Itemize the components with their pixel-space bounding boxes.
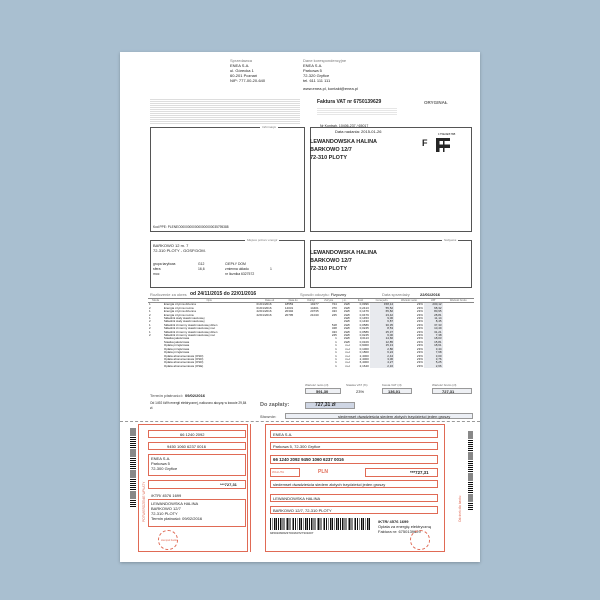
correspondence-phone: tel. 611 111 111 xyxy=(303,78,331,83)
table-cell: 23% xyxy=(416,340,423,344)
table-cell: 68,32 xyxy=(424,307,443,310)
account-row: Nr Kontrah. 10406-237 / 65017 xyxy=(320,124,369,128)
slip-payee-name: ENEA S.A. xyxy=(273,432,293,437)
table-cell: 23% xyxy=(416,337,423,341)
table-cell: 19277 xyxy=(310,302,319,307)
table-cell: 2,80 xyxy=(370,348,394,351)
table-cell: 0,1000 xyxy=(359,347,369,351)
slip-title-2: Opłata za energię elektryczną xyxy=(378,524,431,529)
table-cell: 2 xyxy=(149,320,151,324)
place-row-1-extra: zmienna układu xyxy=(225,267,249,271)
table-cell: 518 xyxy=(331,323,337,327)
table-cell: m-c xyxy=(345,354,351,358)
table-cell: 23% xyxy=(416,354,423,358)
table-cell xyxy=(148,365,163,368)
table-cell: 245 xyxy=(331,313,337,317)
table-cell: 0,1800 xyxy=(359,351,369,355)
table-header-cell: Wartość brutto xyxy=(443,299,474,303)
table-cell: 23% xyxy=(416,313,423,317)
table-cell: 0,1479 xyxy=(359,310,369,314)
sum-net: 591,30 xyxy=(316,389,329,394)
table-cell: 2,66 xyxy=(424,365,443,368)
table-header-cell: Opis xyxy=(163,299,256,303)
table-cell: 18553 xyxy=(284,302,294,307)
table-cell: 1 xyxy=(335,351,337,355)
table-cell: 0,0113 xyxy=(359,337,369,341)
read-method: Sposób odczytu: Fizyczny xyxy=(300,292,347,297)
table-cell: 14,66 xyxy=(370,337,394,340)
table-cell: Opłata abonamentowa (OSD) xyxy=(163,354,204,358)
correspondence-name: ENEA S.A. xyxy=(303,63,323,68)
table-cell: 2 xyxy=(149,306,151,310)
table-cell: 23% xyxy=(416,320,423,324)
seller-name: ENEA S.A. xyxy=(230,63,250,68)
table-header-cell: VAT xyxy=(424,299,443,303)
table-cell: 23% xyxy=(416,323,423,327)
place-row-1: sfera xyxy=(153,267,161,271)
table-cell: 23% xyxy=(416,306,423,310)
table-cell: 5,25 xyxy=(424,361,443,364)
sum-gross-label: Wartość brutto (zł) xyxy=(432,383,457,387)
table-cell: Składnik zmienny stawki sieciowej dzien xyxy=(163,330,218,334)
buyer-name: LEWANDOWSKA HALINA xyxy=(310,250,378,256)
table-cell: Składnik stały stawki sieciowej xyxy=(163,317,205,321)
table-cell: 22/01/2016 xyxy=(256,310,272,314)
table-cell: 2 xyxy=(149,334,151,338)
table-cell: 0,0479 xyxy=(359,313,369,317)
table-cell: kWh xyxy=(344,330,351,334)
slip-payee-line: Parkowa 5, 72-300 Gryfice xyxy=(273,444,321,449)
table-cell: 3,44 xyxy=(424,348,443,351)
slip-currency: PLN xyxy=(318,469,328,475)
table-cell: 1 xyxy=(335,357,337,361)
table-cell: m-c xyxy=(345,344,351,348)
table-cell: 14401 xyxy=(310,306,319,310)
table-cell: 0,0996 xyxy=(359,302,369,307)
slip-payee-name-box xyxy=(270,430,438,438)
slip-waluta: WALUTA xyxy=(272,470,285,474)
table-cell: 15,81 xyxy=(424,341,443,344)
recipient-name: LEWANDOWSKA HALINA xyxy=(310,139,378,145)
info-box xyxy=(150,127,305,232)
place-row-0: grupa taryfowa xyxy=(153,262,176,266)
table-cell: 23% xyxy=(416,344,423,348)
correspondence-label: Dane korespondencyjne xyxy=(303,58,347,63)
correspondence-city: 72-320 Gryfice xyxy=(303,73,330,78)
sale-date: 22/01/2016 xyxy=(420,292,441,297)
table-cell: 37,33 xyxy=(424,324,443,327)
table-cell: 0,9000 xyxy=(359,344,369,348)
table-cell: 1 xyxy=(335,347,337,351)
letter-f: F xyxy=(422,138,428,148)
table-cell: 23% xyxy=(416,361,423,365)
table-cell: 12,85 xyxy=(370,341,394,344)
vertical-barcode-icon xyxy=(130,427,136,507)
to-pay-amount: 727,31 zł xyxy=(315,402,336,408)
seller-label: Sprzedawca xyxy=(230,58,253,63)
stub-payee-city: 72-300 Gryfice xyxy=(151,466,178,471)
table-cell: 6,87 xyxy=(370,320,394,323)
stub-payee-street: Parkowa 5 xyxy=(151,461,170,466)
table-header-cell: Ilość xyxy=(351,299,370,303)
table-cell: Stawka jakościowa xyxy=(163,337,190,341)
invoice-sheet xyxy=(120,52,480,562)
table-cell: kWh xyxy=(344,302,351,307)
place-row-1-value: 16,6 xyxy=(198,267,205,271)
slip-account: 66 1240 2092 9450 1060 6237 0016 xyxy=(273,457,344,462)
table-cell: 65,82 xyxy=(370,310,394,313)
stub-side-title: POTWIERDZENIE WPŁATY xyxy=(142,481,146,522)
slip-title-1: /KTR/ 4576 1699 xyxy=(378,519,409,524)
table-cell: m-c xyxy=(345,347,351,351)
table-body xyxy=(148,303,474,368)
table-cell: m-c xyxy=(345,364,351,368)
table-cell: 1 xyxy=(149,317,151,321)
slip-title-3: Faktura nr: 6750139629 xyxy=(378,529,421,534)
table-cell: 23% xyxy=(416,327,423,331)
table-cell: 0,2413 xyxy=(359,306,369,310)
seller-city: 60-201 Poznań xyxy=(230,73,258,78)
slip-stamp-circle xyxy=(410,530,430,550)
stub-payee-name: ENEA S.A. xyxy=(151,456,171,461)
table-cell: Opłata abonamentowa (OSD) xyxy=(163,357,204,361)
stub-stamp-label: stempel banku xyxy=(161,539,178,542)
table-cell: 158,14 xyxy=(370,303,394,307)
table-cell: 0,0245 xyxy=(359,327,369,331)
table-cell: 80,95 xyxy=(424,310,443,313)
table-cell: 18,61 xyxy=(424,344,443,347)
stub-payer-city: 72-310 PLOTY xyxy=(151,511,178,516)
correspondence-street: Parkowa 5 xyxy=(303,68,322,73)
table-cell: 7,38 xyxy=(424,334,443,337)
ppe-code: Kod PPE: PLENEO000000000000000000035795388 xyxy=(153,225,229,229)
table-cell: 1 xyxy=(149,310,151,314)
sum-vat-amount-label: Kwota VAT (zł) xyxy=(382,383,402,387)
table-cell: 0,1453 xyxy=(359,317,369,321)
table-cell: 01/01/2016 xyxy=(256,302,272,307)
buyer-street: BARKOWO 12/7 xyxy=(310,258,352,264)
table-cell: 2,16 xyxy=(370,365,394,368)
table-cell: 724 xyxy=(331,302,337,307)
table-cell: 20795 xyxy=(284,313,294,317)
table-cell: kWh xyxy=(344,327,351,331)
slip-side-right: Odcinek dla banku xyxy=(458,495,462,522)
table-cell: 9,06 xyxy=(370,317,394,320)
table-header-cell: j.m. xyxy=(338,299,351,303)
table-cell: Składnik zmienny stawki sieciowej noc xyxy=(163,334,216,338)
place-row-2-extra: nr licznika 6327572 xyxy=(225,272,255,276)
table-cell: Opłata abonamentowa (OSE) xyxy=(163,364,204,368)
table-cell xyxy=(284,365,303,368)
place-line1: BARKOWO 12 m. 7 xyxy=(153,243,189,248)
table-cell: 8,53 xyxy=(370,327,394,330)
slip-amount: ***727,31 xyxy=(410,470,429,475)
sum-vat: 136,01 xyxy=(388,389,401,394)
table-cell: 3,76 xyxy=(424,358,443,361)
table-cell: m-c xyxy=(345,357,351,361)
sum-gross: 727,31 xyxy=(442,389,455,394)
table-cell: 15,13 xyxy=(370,344,394,347)
table-cell: 1 xyxy=(335,361,337,365)
table-header-cell: Odczyt xyxy=(302,299,319,303)
table-cell: 18,03 xyxy=(424,337,443,340)
place-label: Miejsce poboru energii xyxy=(247,238,278,242)
table-cell: 23% xyxy=(416,330,423,334)
slip-payer-name: LEWANDOWSKA HALINA xyxy=(273,496,321,501)
table-cell: 20302 xyxy=(284,310,294,314)
table-cell: kWh xyxy=(344,310,351,314)
table-cell: 2,4000 xyxy=(359,357,369,361)
words-label: Słownie: xyxy=(260,414,277,419)
table-cell: Składnik stały stawki sieciowej xyxy=(163,320,205,324)
table-cell: 25,37 xyxy=(370,331,394,334)
side-code: 175E3E5788 xyxy=(438,132,456,136)
words-value: siedemset dwadzieścia siedem złotych trzydzieści jeden groszy xyxy=(338,414,451,419)
table-cell: kWh xyxy=(344,306,351,310)
table-cell: kWh xyxy=(344,317,351,321)
table-cell: Składnik zmienny stawki sieciowej dzien xyxy=(163,323,218,327)
table-cell: 23% xyxy=(416,351,423,355)
table-cell: 23% xyxy=(416,317,423,321)
place-extra: 1 xyxy=(270,267,272,271)
table-cell: 433 xyxy=(331,310,337,314)
place-row-0-value: G12 xyxy=(198,262,205,266)
table-cell: 0,1430 xyxy=(359,320,369,324)
recipient-street: BARKOWO 12/7 xyxy=(310,147,352,153)
table-cell: 6,00 xyxy=(370,334,394,337)
place-row-2: moc xyxy=(153,272,160,276)
to-pay-label: Do zapłaty: xyxy=(260,402,290,408)
table-cell: 30,35 xyxy=(370,324,394,327)
table-cell: 245 xyxy=(331,334,337,338)
table-cell: 2 xyxy=(149,313,151,317)
table-cell: 23% xyxy=(416,302,423,307)
table-cell: Energia czynna dzienna xyxy=(163,302,196,307)
table-cell: 6,24 xyxy=(370,351,394,354)
table-cell: Składnik zmienny stawki sieciowej noc xyxy=(163,327,216,331)
table-cell: 0,0586 xyxy=(359,323,369,327)
legal-notice-text xyxy=(150,98,300,124)
table-cell: Stawka jakościowa xyxy=(163,340,190,344)
table-cell: 11,14 xyxy=(424,317,443,320)
table-row xyxy=(148,365,474,368)
table-header-cell: Data do xyxy=(284,299,303,303)
table-cell: m-c xyxy=(345,351,351,355)
table-cell: 1 xyxy=(149,302,151,307)
table-cell: kWh xyxy=(344,313,351,317)
table-cell: 370 xyxy=(331,306,337,310)
invoice-subtext xyxy=(317,107,397,115)
table-cell xyxy=(255,365,283,368)
seller-street: ul. Górecka 1 xyxy=(230,68,254,73)
table-cell: 10,49 xyxy=(424,327,443,330)
table-cell: 31,21 xyxy=(424,331,443,334)
table-cell: 2,44 xyxy=(370,355,394,358)
seller-nip: NIP: 777-00-20-640 xyxy=(230,78,266,83)
stub-due: Termin płatności: 09/02/2016 xyxy=(151,516,203,521)
table-cell: Opłata przejściowa xyxy=(163,344,190,348)
info-label: Informacje xyxy=(262,125,277,129)
table-cell: 433 xyxy=(331,330,337,334)
table-cell: 2 xyxy=(149,327,151,331)
table-cell: 01/01/2016 xyxy=(256,306,272,310)
table-cell: Opłata przejściowa xyxy=(163,351,190,355)
table-cell: 1 xyxy=(149,323,151,327)
table-cell: 7,68 xyxy=(424,351,443,354)
table-cell: 1 xyxy=(149,330,151,334)
slip-words: siedemset dwadzieścia siedem złotych trzydzieści jeden groszy xyxy=(273,482,386,487)
cut-line xyxy=(120,421,480,422)
table-header-cell: Strefa xyxy=(148,299,163,303)
table-cell: 20735 xyxy=(310,310,319,314)
stub-account-short: 66 1240 2092 xyxy=(180,432,205,437)
stub-ref: /KTR/ 4576 1699 xyxy=(151,493,182,498)
due-label: Termin płatności: xyxy=(150,393,184,398)
sale-label: Data sprzedaży xyxy=(382,292,410,297)
table-header-cell: Zużycie xyxy=(320,299,338,303)
table-cell: kWh xyxy=(344,334,351,338)
stub-account-mid: 9450 1060 6237 0016 xyxy=(167,444,206,449)
issue-row: Data nadania: 2015-01-26 xyxy=(335,129,382,134)
table-cell: 23% xyxy=(416,347,423,351)
table-header-cell: Wartość netto xyxy=(394,299,424,303)
due-date: 09/02/2016 xyxy=(185,393,206,398)
table-cell: kWh xyxy=(344,323,351,327)
period-value: od 24/11/2015 do 22/01/2016 xyxy=(190,291,257,297)
buyer-city: 72-310 PLOTY xyxy=(310,266,347,272)
place-row-0-extra: CIEPŁY DOM xyxy=(225,262,246,266)
stub-amount: ***727,31 xyxy=(220,482,237,487)
qr-code-icon xyxy=(436,138,450,152)
table-cell: 23% xyxy=(416,334,423,338)
stub-payer-street: BARKOWO 12/7 xyxy=(151,506,181,511)
table-cell: 6,4000 xyxy=(359,361,369,365)
table-cell: 2,4000 xyxy=(359,354,369,358)
table-cell: Energia czynna nocna xyxy=(163,306,194,310)
table-cell: 1 xyxy=(335,354,337,358)
table-cell: Opłata przejściowa xyxy=(163,347,190,351)
table-cell: m-c xyxy=(345,361,351,365)
recipient-city: 72-310 PLOTY xyxy=(310,155,347,161)
table-cell: 1 xyxy=(335,344,337,348)
table-cell: 3,06 xyxy=(370,358,394,361)
slip-barcode-text: 94501060623700160727331007 xyxy=(270,531,314,535)
slip-payer-addr: BARKOWO 12/7, 72-310 PLOTY xyxy=(273,508,332,513)
table-cell: 55,52 xyxy=(370,307,394,310)
table-cell: kWh xyxy=(344,320,351,324)
slip-barcode-icon xyxy=(270,518,370,530)
table-cell: 0,0586 xyxy=(359,330,369,334)
table-cell: Opłata abonamentowa (OSD) xyxy=(163,361,204,365)
buyer-label: Nabywca xyxy=(444,238,457,242)
table-cell: 4,27 xyxy=(370,361,394,364)
table-cell: 1 xyxy=(335,364,337,368)
table-header-cell: Data od xyxy=(255,299,283,303)
table-cell: 22/01/2016 xyxy=(256,313,272,317)
slip-divider xyxy=(250,424,251,552)
table-cell: 0,0245 xyxy=(359,334,369,338)
table-header-cell: Cena jedn. xyxy=(370,299,394,303)
table-cell: 8,45 xyxy=(424,320,443,323)
table-cell: 3,00 xyxy=(424,355,443,358)
table-cell: kWh xyxy=(344,337,351,341)
table-cell: 14031 xyxy=(284,306,294,310)
items-table xyxy=(148,299,474,368)
table-cell: 1 xyxy=(335,340,337,344)
table-cell: 23% xyxy=(416,364,423,368)
invoice-title: Faktura VAT nr 6750139629 xyxy=(317,99,382,105)
sum-vat-rate: 23% xyxy=(356,389,365,394)
correspondence-web: www.enea.pl, kontakt@enea.pl xyxy=(303,86,358,91)
table-cell xyxy=(302,365,319,368)
table-cell: 23% xyxy=(416,310,423,314)
stub-payer-name: LEWANDOWSKA HALINA xyxy=(151,501,199,506)
sum-vat-rate-label: Stawka VAT (%) xyxy=(346,383,368,387)
table-cell: 2,1640 xyxy=(359,364,369,368)
right-vertical-barcode-icon xyxy=(468,430,473,510)
place-line2: 72-310 PLOTY - GOSP.DOM. xyxy=(153,248,206,253)
table-cell: kWh xyxy=(344,340,351,344)
table-cell: 348 xyxy=(331,327,337,331)
table-cell: Energia czynna nocna xyxy=(163,313,194,317)
table-cell: 28,81 xyxy=(424,314,443,317)
table-cell: 200,12 xyxy=(424,303,443,307)
table-cell: 21040 xyxy=(310,313,319,317)
table-cell: 23% xyxy=(416,357,423,361)
excise-note: Od 1492 kWh energii elektrycznej, naliczono akcyzę w kwocie 29,84 zł. xyxy=(150,401,247,410)
table-cell: 23,42 xyxy=(370,314,394,317)
sum-net-label: Wartość netto (zł) xyxy=(305,383,329,387)
period-label: Rozliczenie za okres xyxy=(150,292,187,297)
table-cell: Energia czynna dzienna xyxy=(163,310,196,314)
original-mark: ORYGINAŁ xyxy=(424,100,448,105)
table-cell: 1 xyxy=(335,337,337,341)
table-cell: 0,0109 xyxy=(359,340,369,344)
